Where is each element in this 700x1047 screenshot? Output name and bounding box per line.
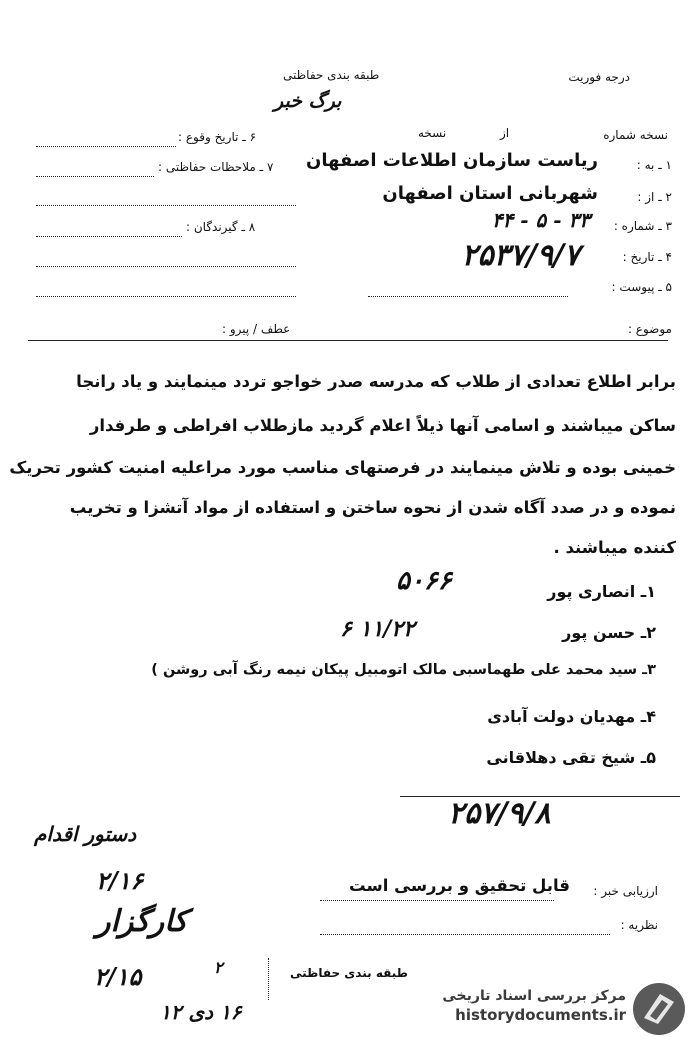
date-value: ۲۵۳۷/۹/۷ — [461, 238, 580, 273]
number-value: ۳۳ - ۵ - ۴۴ — [491, 208, 590, 232]
recipients-label: ۸ ـ گیرندگان : — [186, 220, 256, 234]
bottom-divider — [268, 958, 279, 1000]
watermark-website: historydocuments.ir — [455, 1006, 626, 1024]
classification-label: طبقه بندی حفاظتی — [283, 68, 380, 82]
body-line-5: کننده میباشند . — [553, 538, 676, 557]
subject-rule — [28, 340, 668, 341]
body-line-3: خمینی بوده و تلاش مینمایند در فرصتهای مناسب مورد مراعلیه امنیت کشور تحریک — [9, 458, 676, 477]
assessment-dots — [320, 900, 554, 901]
handwritten-note-2: ۲/۱۶ — [96, 866, 144, 895]
priority-label: درجه فوریت — [568, 70, 630, 84]
assessment-label: ارزیابی خبر : — [593, 884, 658, 898]
list-item-1: ۱ـ انصاری پور — [547, 582, 656, 601]
date-stamp: ۲۵۷/۹/۸ — [448, 796, 551, 831]
attachment-label: ۵ ـ پیوست : — [611, 280, 672, 294]
bottom-handwritten-small: ۲ — [214, 958, 223, 977]
assessment-value: قابل تحقیق و بررسی است — [349, 876, 570, 895]
date-label: ۴ ـ تاریخ : — [622, 250, 672, 264]
security-notes-dots-1 — [36, 176, 154, 177]
from-row-label: ۲ ـ از : — [637, 190, 672, 204]
form-title: برگ خبر — [274, 90, 342, 112]
from-value: شهربانی استان اصفهان — [382, 183, 598, 204]
subject-label: موضوع : — [627, 322, 672, 336]
list-item-2-note: ۱۱/۲۲ ۶ — [340, 616, 415, 642]
recipients-dots-2 — [36, 266, 296, 267]
bottom-classification-label: طبقه بندی حفاظتی — [290, 966, 408, 980]
security-notes-dots-2 — [36, 205, 296, 206]
number-label: ۳ ـ شماره : — [613, 219, 672, 233]
copy-number-label: نسخه شماره — [603, 128, 668, 142]
handwritten-note-4: ۲/۱۵ — [94, 962, 142, 991]
reference-label: عطف / پیرو : — [222, 322, 291, 336]
occurrence-date-dots — [36, 146, 176, 147]
security-notes-label: ۷ ـ ملاحظات حفاظتی : — [158, 160, 274, 174]
attachment-dots — [368, 296, 568, 297]
body-line-1: برابر اطلاع تعدادی از طلاب که مدرسه صدر خواجو تردد مینمایند و یاد رانجا — [76, 372, 676, 391]
recipients-dots-3 — [36, 296, 296, 297]
occurrence-date-label: ۶ ـ تاریخ وقوع : — [178, 130, 257, 144]
recipients-dots-1 — [36, 236, 182, 237]
bottom-handwritten-note: ۱۶ دی ۱۲ — [160, 1000, 242, 1024]
from-label: از — [500, 126, 510, 140]
list-item-5: ۵ـ شیخ تقی دهلاقانی — [486, 748, 656, 767]
list-item-3: ۳ـ سید محمد علی طهماسبی مالک اتومبیل پیکان نیمه رنگ آبی روشن ) — [151, 662, 656, 678]
to-value: ریاست سازمان اطلاعات اصفهان — [306, 150, 598, 171]
list-item-1-note: ۵۰۶۶ — [396, 566, 452, 596]
copy-label: نسخه — [418, 126, 447, 140]
handwritten-note-1: دستور اقدام — [34, 822, 137, 846]
body-line-2: ساکن میباشند و اسامی آنها ذیلاً اعلام گردید مازطلاب افراطی و طرفدار — [89, 416, 676, 435]
list-item-4: ۴ـ مهدیان دولت آبادی — [487, 707, 656, 726]
archive-logo-icon — [630, 980, 688, 1038]
watermark-text — [426, 988, 626, 1024]
opinion-dots — [320, 934, 610, 935]
opinion-label: نظریه : — [620, 918, 658, 932]
body-line-4: نموده و در صدد آگاه شدن از نحوه ساختن و استفاده از مواد آتشزا و تخریب — [69, 498, 676, 517]
handwritten-note-3: کارگزار — [96, 904, 188, 939]
list-item-2: ۲ـ حسن پور — [562, 623, 656, 642]
to-label: ۱ ـ به : — [636, 158, 672, 172]
watermark-org-name: مرکز بررسی اسناد تاریخی — [442, 988, 626, 1004]
